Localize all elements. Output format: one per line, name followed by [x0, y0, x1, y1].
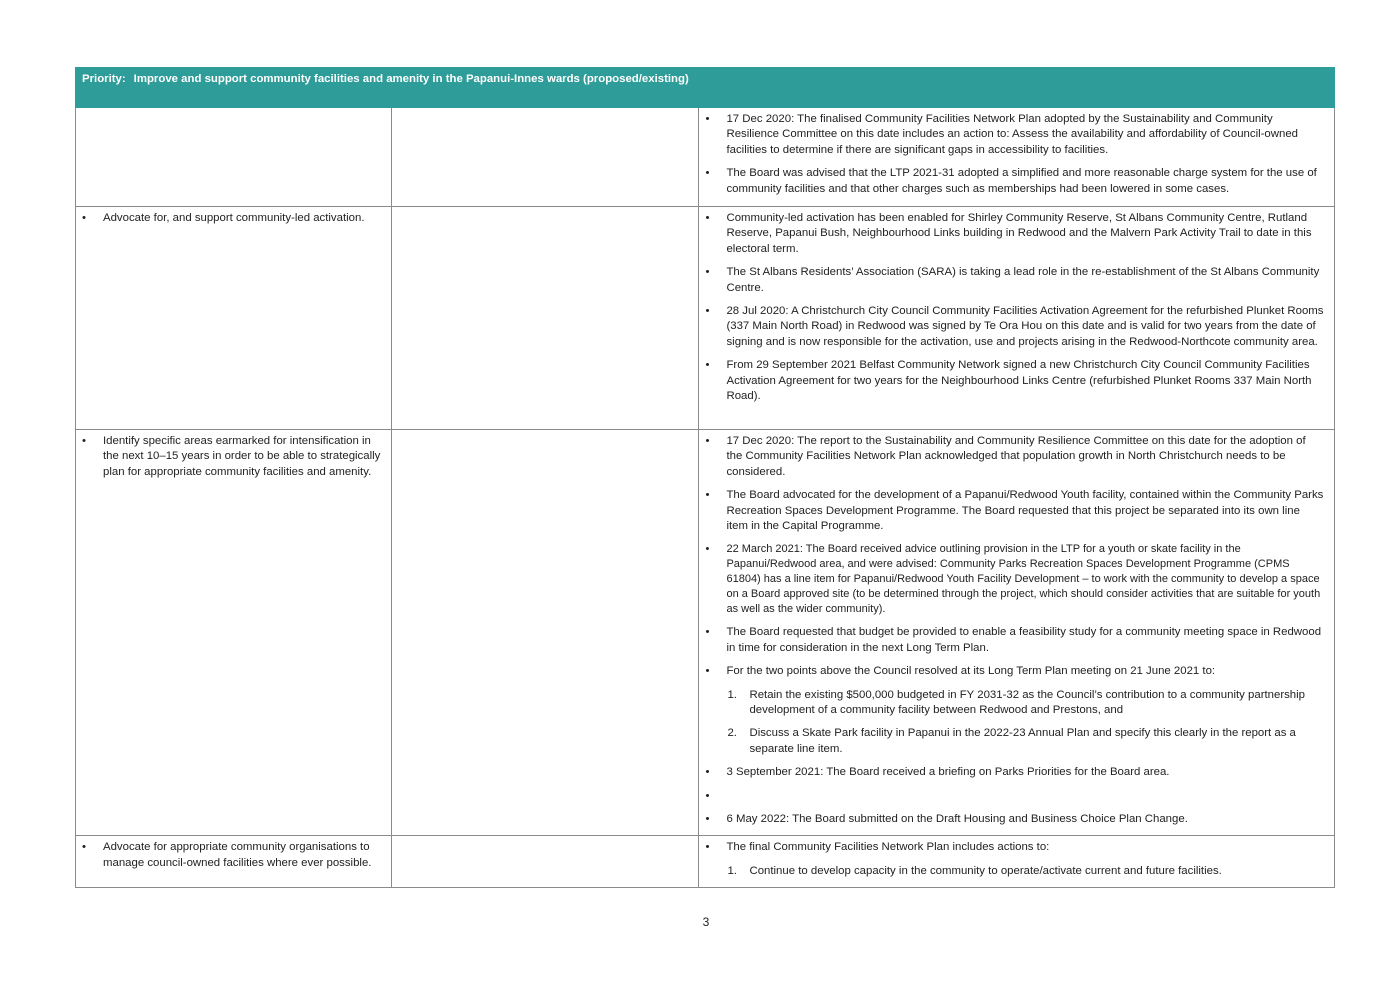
- table-row: [76, 430, 1335, 836]
- progress-cell: [699, 108, 1335, 207]
- bullet-icon: •: [705, 665, 710, 678]
- bullet-icon: •: [82, 212, 86, 224]
- bullet-icon: •: [705, 812, 710, 825]
- blank-cell: [392, 430, 699, 836]
- list-item: • 3 September 2021: The Board received a briefing on Parks Priorities for the Board area.: [726, 765, 1324, 780]
- bullet-icon: •: [82, 435, 86, 447]
- progress-list: [699, 108, 1334, 197]
- item-number: 2.: [727, 727, 737, 740]
- priority-label: Priority:: [82, 73, 126, 85]
- bullet-icon: •: [705, 489, 710, 502]
- bullet-icon: •: [705, 789, 710, 802]
- list-item: • Identify specific areas earmarked for intensification in the next 10–15 years in order to be able to strategically plan for appropriate community facilities and amenity.: [82, 435, 381, 478]
- bullet-icon: •: [705, 266, 710, 279]
- table-row: [76, 836, 1335, 888]
- list-item: • For the two points above the Council resolved at its Long Term Plan meeting on 21 June 2021 to:: [726, 664, 1324, 679]
- action-list: [76, 836, 391, 871]
- item-number: 1.: [727, 864, 737, 877]
- list-item: • 17 Dec 2020: The finalised Community Facilities Network Plan adopted by the Sustainability and Community Resilience Committee on this date includes an action to: Assess the availability and affordability of Council-owned facilities to determine if there are significant gaps in accessibility to facilities.: [705, 113, 1299, 156]
- item-number: 1.: [727, 688, 737, 701]
- list-item: • The Board was advised that the LTP 2021-31 adopted a simplified and more reasonable charge system for the use of community facilities and that other charges such as memberships had been lowered in some cases.: [705, 167, 1317, 195]
- bullet-icon: •: [705, 305, 710, 318]
- blank-cell: [392, 108, 699, 207]
- bullet-icon: •: [705, 167, 710, 180]
- progress-cell: [699, 207, 1335, 430]
- list-item: • The St Albans Residents’ Association (SARA) is taking a lead role in the re-establishment of the St Albans Community Centre.: [705, 266, 1320, 294]
- progress-list: [699, 765, 1334, 827]
- bullet-icon: •: [705, 841, 710, 854]
- bullet-icon: •: [705, 113, 710, 125]
- table-row: [76, 207, 1335, 430]
- priority-title: Improve and support community facilities and amenity in the Papanui-Innes wards (proposed/existing): [133, 73, 689, 85]
- list-item: • Advocate for, and support community-led activation.: [103, 211, 385, 226]
- numbered-list: [726, 864, 1334, 879]
- bullet-icon: •: [705, 212, 710, 224]
- priority-header-row: [76, 68, 1335, 108]
- action-cell: [76, 108, 392, 207]
- bullet-icon: •: [705, 766, 710, 779]
- action-list: [76, 430, 391, 480]
- progress-list: [699, 207, 1334, 404]
- action-cell: [76, 836, 392, 888]
- bullet-icon: •: [705, 543, 710, 556]
- list-item: • The Board advocated for the development of a Papanui/Redwood Youth facility, contained within the Community Parks Recreation Spaces Development Programme. The Board requested that this project be separated into its own line item in the Capital Programme.: [705, 489, 1324, 533]
- numbered-list: [726, 688, 1334, 758]
- bullet-icon: •: [705, 359, 710, 372]
- priority-table: [75, 67, 1335, 888]
- bullet-icon: •: [82, 841, 86, 854]
- action-cell: [76, 207, 392, 430]
- numbered-item: 1. Retain the existing $500,000 budgeted in FY 2031-32 as the Council’s contribution to a community partnership development of a community facility between Redwood and Prestons, and: [727, 688, 1306, 717]
- blank-cell: [392, 836, 699, 888]
- numbered-item: 1. Continue to develop capacity in the community to operate/activate current and future facilities.: [749, 864, 1334, 879]
- bullet-icon: •: [705, 435, 710, 447]
- progress-cell: [699, 836, 1335, 888]
- priority-header: [76, 68, 1335, 108]
- page-number: 3: [702, 915, 710, 929]
- list-item: • 28 Jul 2020: A Christchurch City Council Community Facilities Activation Agreement for the refurbished Plunket Rooms (337 Main North Road) in Redwood was signed by Te Ora Hou on this date and is valid for two years from the date of signing and is now responsible for the activation, use and projects arising in the Redwood-Northcote community area.: [705, 305, 1324, 348]
- list-item: [705, 789, 1324, 804]
- progress-cell: [699, 430, 1335, 836]
- list-item: • The final Community Facilities Network Plan includes actions to:: [726, 840, 1324, 855]
- progress-list: [699, 836, 1334, 855]
- bullet-icon: •: [705, 626, 710, 639]
- action-cell: [76, 430, 392, 836]
- table-row: [76, 108, 1335, 207]
- action-list: [76, 207, 391, 226]
- numbered-item: 2. Discuss a Skate Park facility in Papanui in the 2022-23 Annual Plan and specify this clearly in the report as a separate line item.: [727, 727, 1296, 755]
- list-item: • 22 March 2021: The Board received advice outlining provision in the LTP for a youth or skate facility in the Papanui/Redwood area, and were advised: Community Parks Recreation Spaces Development Programme (CPMS 61804) has a line item for Papanui/Redwood Youth Facility Development – to work with the community to develop a space on a Board approved site (to be determined through the project, which should consider activities that are suitable for youth as well as the wider community).: [705, 543, 1321, 616]
- list-item: • 6 May 2022: The Board submitted on the Draft Housing and Business Choice Plan Change.: [726, 812, 1324, 827]
- progress-list: [699, 430, 1334, 680]
- list-item: • The Board requested that budget be provided to enable a feasibility study for a community meeting space in Redwood in time for consideration in the next Long Term Plan.: [705, 626, 1322, 654]
- list-item: • From 29 September 2021 Belfast Community Network signed a new Christchurch City Council Community Facilities Activation Agreement for two years for the Neighbourhood Links Centre (refurbished Plunket Rooms 337 Main North Road).: [705, 359, 1312, 403]
- list-item: • Community-led activation has been enabled for Shirley Community Reserve, St Albans Community Centre, Rutland Reserve, Papanui Bush, Neighbourhood Links building in Redwood and the Malvern Park Activity Trail to date in this electoral term.: [705, 212, 1312, 255]
- blank-cell: [392, 207, 699, 430]
- list-item: • 17 Dec 2020: The report to the Sustainability and Community Resilience Committee on this date for the adoption of the Community Facilities Network Plan acknowledged that population growth in North Christchurch needs to be considered.: [705, 435, 1306, 478]
- list-item: • Advocate for appropriate community organisations to manage council-owned facilities where ever possible.: [82, 841, 372, 869]
